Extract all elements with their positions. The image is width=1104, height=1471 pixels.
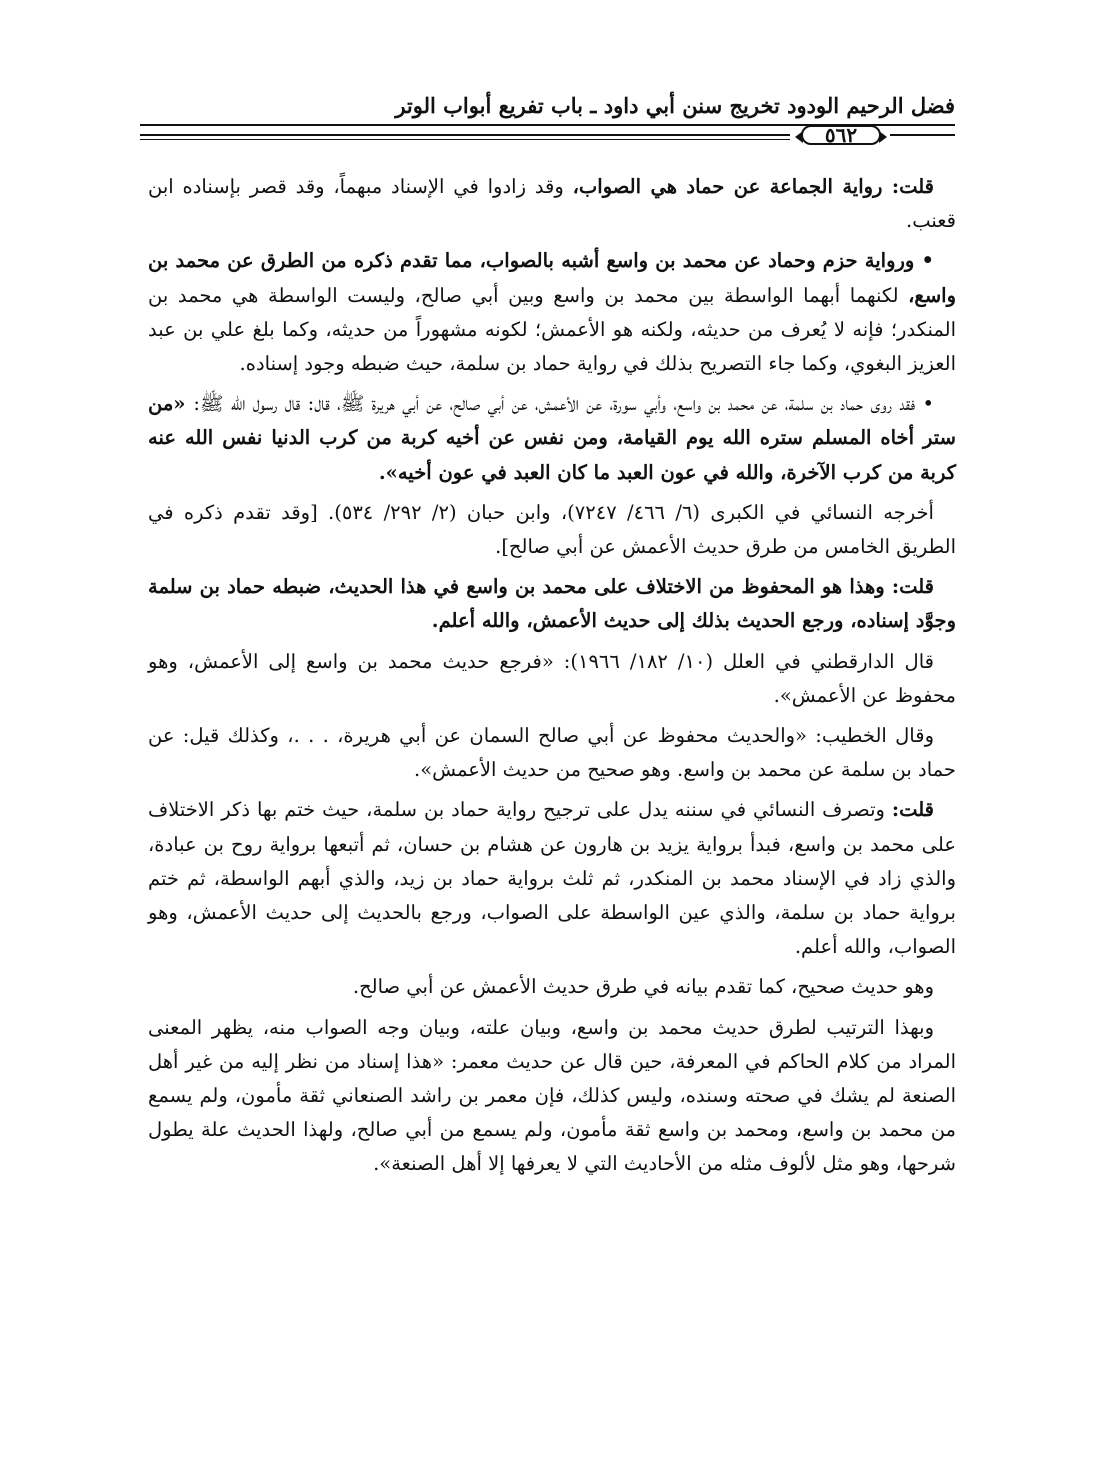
paragraph-lead: • فقد روى حماد بن سلمة، عن محمد بن واسع، وأبي سورة، عن الأعمش، عن أبي صالح، عن أبي هريرة ﷺ، قال: قال رسول الله ﷺ: [193,392,935,416]
paragraph-text: وقال الخطيب: «والحديث محفوظ عن أبي صالح السمان عن أبي هريرة، . . .، وكذلك قيل: عن حماد بن سلمة عن محمد بن واسع. وهو صحيح من حديث الأعمش». [148,724,956,782]
paragraph-text: أخرجه النسائي في الكبرى (٦/ ٤٦٦/ ٧٢٤٧)، وابن حبان (٢/ ٢٩٢/ ٥٣٤). [وقد تقدم ذكره في الطريق الخامس من طرق حديث الأعمش عن أبي صالح]. [148,500,956,559]
bold-lead: قلت: وهذا هو المحفوظ من الاختلاف على محمد بن واسع في هذا الحديث، ضبطه حماد بن سلمة وجوَّد إسناده، ورجع الحديث بذلك إلى حديث الأعمش، والله أعلم. [148,575,956,633]
page-body [148,170,956,1188]
header-rule-right [890,134,955,136]
page-header [140,92,955,152]
paragraph [148,570,956,638]
hadith-quote: «من ستر أخاه المسلم ستره الله يوم القيامة، ومن نفس عن أخيه كربة من كرب الدنيا نفس الله عنه كربة من كرب الآخرة، والله في عون العبد ما كان العبد في عون أخيه». [148,392,956,484]
paragraph [148,170,956,238]
paragraph-text: وتصرف النسائي في سننه يدل على ترجيح رواية حماد بن سلمة، حيث ختم بها ذكر الاختلاف على محمد بن واسع، فبدأ برواية يزيد بن هارون عن هشام بن حسان، ثم أتبعها برواية روح بن عبادة، والذي زاد في الإسناد محمد بن المنكدر، ثم ثلث برواية حماد بن زيد، والذي أبهم الواسطة، ثم ختم برواية حماد بن سلمة، والذي عين الواسطة على الصواب، ورجع بالحديث إلى حديث الأعمش، وهو الصواب، والله أعلم. [148,798,956,959]
paragraph-text: لكنهما أبهما الواسطة بين محمد بن واسع وبين أبي صالح، وليست الواسطة هي محمد بن المنكدر؛ فإنه لا يُعرف من حديثه، ولكنه هو الأعمش؛ لكونه مشهوراً من حديثه، وكما بلغ علي بن عبد العزيز البغوي، وكما جاء التصريح بذلك في رواية حماد بن سلمة، حيث ضبطه وجود إسناده. [148,283,956,376]
paragraph [148,1011,956,1182]
paragraph [148,496,956,564]
paragraph [148,719,956,787]
paragraph [148,244,956,381]
header-rule-left-thin [140,139,790,140]
header-rule-left [140,134,790,136]
paragraph [148,793,956,964]
paragraph-text: وقد زادوا في الإسناد مبهماً، وقد قصر بإسناده ابن قعنب. [148,175,956,233]
page-number: ٥٦٢ [824,123,858,147]
bold-lead: قلت: [891,798,934,822]
paragraph [148,970,956,1004]
paragraph-text: قال الدارقطني في العلل (١٠/ ١٨٢/ ١٩٦٦): «فرجع حديث محمد بن واسع إلى الأعمش، وهو محفوظ عن الأعمش». [148,649,956,707]
bold-lead: • ورواية حزم وحماد عن محمد بن واسع أشبه بالصواب، مما تقدم ذكره من الطرق عن محمد بن واسع، [148,249,956,307]
bold-lead: قلت: رواية الجماعة عن حماد هي الصواب، [572,175,934,198]
ornament-right-arrow-icon [879,131,887,143]
paragraph-text: وبهذا الترتيب لطرق حديث محمد بن واسع، وبيان علته، وبيان وجه الصواب منه، يظهر المعنى المراد من كلام الحاكم في المعرفة، حين قال عن حديث معمر: «هذا إسناد من نظر إليه من غير أهل الصنعة لم يشك في صحته وسنده، وليس كذلك، فإن معمر بن راشد الصنعاني ثقة مأمون، ولم يسمع من محمد بن واسع، ومحمد بن واسع ثقة مأمون، ولم يسمع من أبي صالح، ولهذا الحديث علة يطول شرحها، وهو مثل لألوف مثله من الأحاديث التي لا يعرفها إلا أهل الصنعة». [148,1015,956,1176]
paragraph [148,387,956,490]
paragraph-text: وهو حديث صحيح، كما تقدم بيانه في طرق حديث الأعمش عن أبي صالح. [352,975,934,999]
running-title: فضل الرحيم الودود تخريج سنن أبي داود ـ باب تفريع أبواب الوتر [395,93,955,118]
paragraph [148,645,956,713]
page-number-ornament [795,122,887,148]
